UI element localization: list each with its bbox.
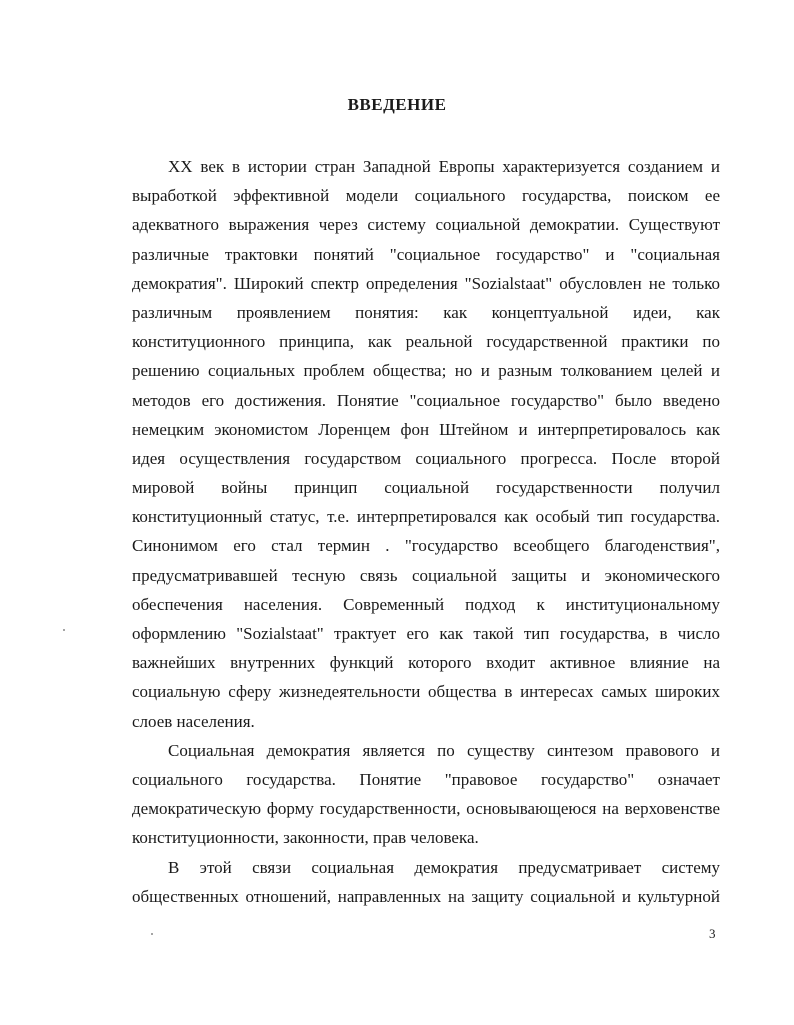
- text-line: конституционный статус, т.е. интерпретировался как особый тип государства.: [132, 507, 720, 527]
- text-line: различным проявлением понятия: как концептуальной идеи, как: [132, 302, 720, 322]
- text-line: XX век в истории стран Западной Европы характеризуется созданием и: [168, 157, 720, 176]
- text-line: социального государства. Понятие "правовое государство" означает: [132, 769, 720, 789]
- scan-speck: [63, 629, 65, 631]
- text-line: обеспечения населения. Современный подход к институциональному: [132, 594, 720, 614]
- text-line: демократия". Широкий спектр определения "Sozialstaat" обусловлен не только: [132, 273, 720, 293]
- text-line: адекватного выражения через систему социальной демократии. Существуют: [132, 215, 720, 235]
- text-line: социальную сферу жизнедеятельности общества в интересах самых широких: [132, 682, 720, 702]
- text-line: общественных отношений, направленных на защиту социальной и культурной: [132, 886, 720, 906]
- text-line: оформлению "Sozialstaat" трактует его как такой тип государства, в число: [132, 624, 720, 643]
- text-line: методов его достижения. Понятие "социальное государство" было введено: [132, 390, 720, 410]
- text-line: различные трактовки понятий "социальное государство" и "социальная: [132, 244, 720, 264]
- text-line: конституционности, законности, прав человека.: [132, 828, 479, 848]
- text-line: предусматривавшей тесную связь социальной защиты и экономического: [132, 565, 720, 585]
- text-line: демократическую форму государственности, основывающеюся на верховенстве: [132, 799, 720, 819]
- text-line: идея осуществления государством социального прогресса. После второй: [132, 448, 720, 468]
- text-line: мировой войны принцип социальной государственности получил: [132, 478, 720, 498]
- text-line: слоев населения.: [132, 711, 255, 731]
- page-title: ВВЕДЕНИЕ: [347, 95, 447, 114]
- text-line: Социальная демократия является по существу синтезом правового и: [168, 740, 720, 760]
- text-line: решению социальных проблем общества; но и разным толкованием целей и: [132, 361, 720, 381]
- text-line: важнейших внутренних функций которого входит активное влияние на: [132, 653, 720, 673]
- text-line: немецким экономистом Лоренцем фон Штейном и интерпретировалось как: [132, 419, 720, 439]
- body-text: [132, 152, 720, 911]
- page-number: 3: [709, 926, 716, 941]
- text-line: выработкой эффективной модели социального государства, поиском ее: [132, 186, 720, 206]
- text-line: Синонимом его стал термин . "государство всеобщего благоденствия",: [132, 536, 720, 556]
- scan-speck: [151, 933, 153, 935]
- text-line: конституционного принципа, как реальной государственной практики по: [132, 332, 720, 352]
- text-line: В этой связи социальная демократия предусматривает систему: [168, 857, 720, 877]
